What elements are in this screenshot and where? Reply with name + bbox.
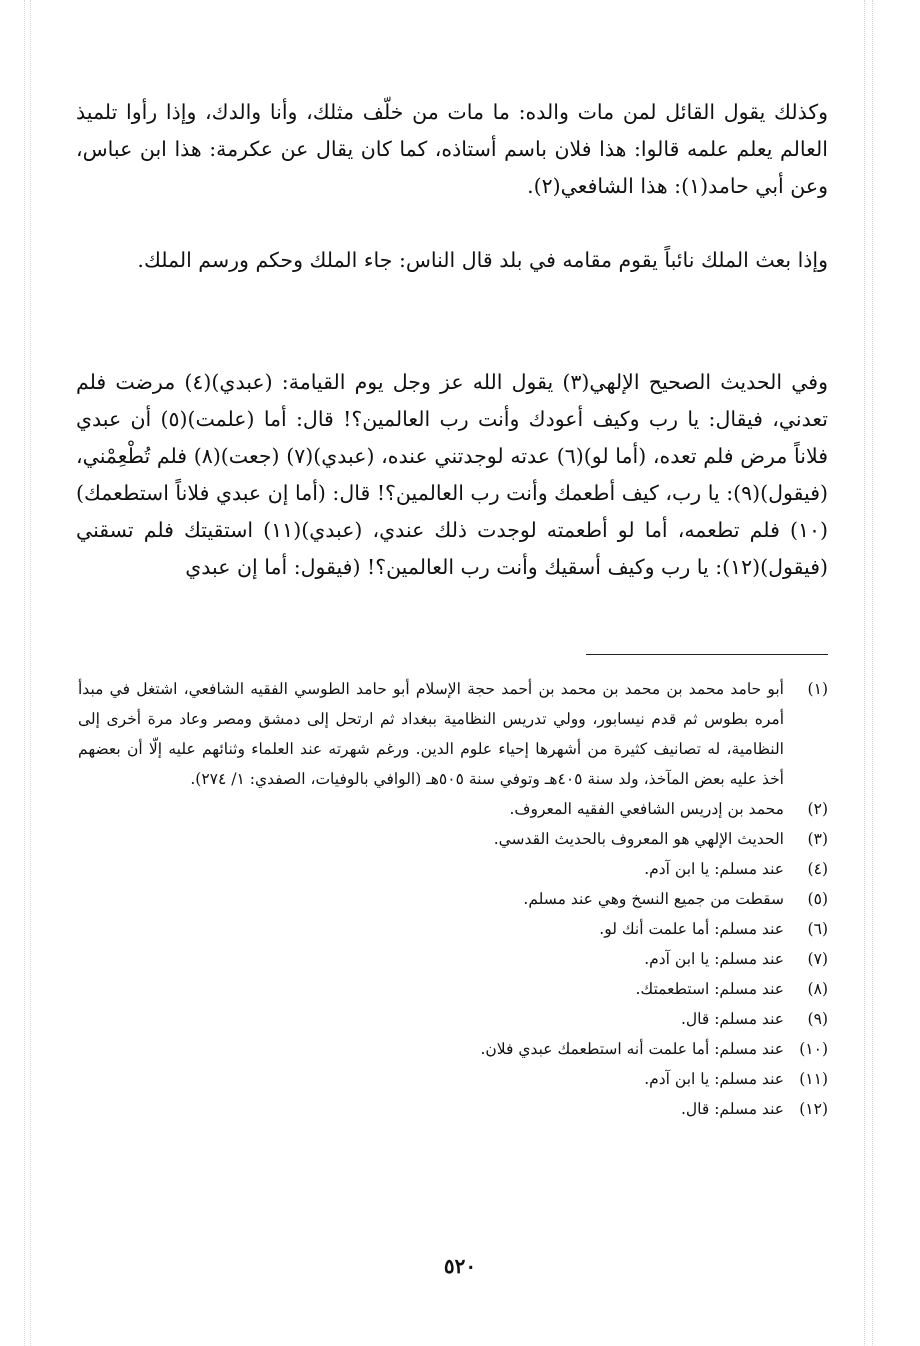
footnote bbox=[78, 884, 828, 914]
footnotes bbox=[78, 674, 828, 1124]
footnote-text: عند مسلم: يا ابن آدم. bbox=[644, 950, 784, 968]
footnote-text: سقطت من جميع النسخ وهي عند مسلم. bbox=[523, 890, 784, 908]
footnote-text: عند مسلم: يا ابن آدم. bbox=[644, 1070, 784, 1088]
footnote-text: عند مسلم: أما علمت أنه استطعمك عبدي فلان. bbox=[480, 1040, 784, 1058]
footnote bbox=[78, 914, 828, 944]
footnote-text: عند مسلم: قال. bbox=[680, 1010, 784, 1028]
footnote-text: أبو حامد محمد بن محمد بن محمد بن أحمد حجة الإسلام أبو حامد الطوسي الفقيه الشافعي، اشتغل في مبدأ أمره بطوس ثم قدم نيسابور، وولي تدريس النظامية ببغداد ثم ارتحل إلى دمشق ومصر وعاد مرة أخرى إلى النظامية، له تصانيف كثيرة من أشهرها إحياء علوم الدين. ورغم شهرته عند العلماء وثنائهم عليه إلّا أن بعضهم أخذ عليه بعض المآخذ، ولد سنة ٤٠٥هـ وتوفي سنة ٥٠٥هـ (الوافي بالوفيات، الصفدي: ١/ ٢٧٤). bbox=[78, 680, 784, 788]
footnote bbox=[78, 1004, 828, 1034]
scan-edge-left bbox=[24, 0, 25, 1346]
footnote-text: عند مسلم: قال. bbox=[680, 1100, 784, 1118]
page-number: ٥٢٠ bbox=[443, 1254, 477, 1278]
footnote-text: عند مسلم: يا ابن آدم. bbox=[644, 860, 784, 878]
footnote-number: (٢) bbox=[807, 800, 828, 818]
footnote bbox=[78, 1064, 828, 1094]
footnote-number: (١٢) bbox=[799, 1100, 828, 1118]
footnote-number: (٩) bbox=[807, 1010, 828, 1028]
footnote-number: (١١) bbox=[799, 1070, 828, 1088]
footnote bbox=[78, 1094, 828, 1124]
paragraph-2: وإذا بعث الملك نائباً يقوم مقامه في بلد قال الناس: جاء الملك وحكم ورسم الملك. bbox=[137, 248, 828, 272]
footnote-number: (٧) bbox=[807, 950, 828, 968]
footnote-separator bbox=[586, 654, 828, 655]
footnote bbox=[78, 944, 828, 974]
paragraph-3: وفي الحديث الصحيح الإلهي(٣) يقول الله عز وجل يوم القيامة: (عبدي)(٤) مرضت فلم تعدني، فيقال: يا رب وكيف أعودك وأنت رب العالمين؟! قال: أما (علمت)(٥) أن عبدي فلاناً مرض فلم تعده، (أما لو)(٦) عدته لوجدتني عنده، (عبدي)(٧) (جعت)(٨) فلم تُطْعِمْني، (فيقول)(٩): يا رب، كيف أطعمك وأنت رب العالمين؟! قال: (أما إن عبدي فلاناً استطعمك)(١٠) فلم تطعمه، أما لو أطعمته لوجدت ذلك عندي، (عبدي)(١١) استقيتك فلم تسقني (فيقول)(١٢): يا رب وكيف أسقيك وأنت رب العالمين؟! (فيقول: أما إن عبدي bbox=[76, 370, 828, 579]
footnote-text: محمد بن إدريس الشافعي الفقيه المعروف. bbox=[509, 800, 784, 818]
paragraph-1: وكذلك يقول القائل لمن مات والده: ما مات من خلّف مثلك، وأنا والدك، وإذا رأوا تلميذ العالم يعلم علمه قالوا: هذا فلان باسم أستاذه، كما كان يقال عن عكرمة: هذا ابن عباس، وعن أبي حامد(١): هذا الشافعي(٢). bbox=[76, 100, 828, 198]
footnote-number: (٤) bbox=[807, 860, 828, 878]
scan-edge-right bbox=[864, 0, 865, 1346]
footnote-number: (٥) bbox=[807, 890, 828, 908]
footnote bbox=[78, 1034, 828, 1064]
footnote bbox=[78, 674, 828, 794]
scan-edge-right-inner bbox=[872, 0, 873, 1346]
footnote-number: (٦) bbox=[807, 920, 828, 938]
footnote-number: (١) bbox=[807, 680, 828, 698]
footnote-text: الحديث الإلهي هو المعروف بالحديث القدسي. bbox=[493, 830, 784, 848]
footnote-number: (١٠) bbox=[799, 1040, 828, 1058]
footnote-number: (٨) bbox=[807, 980, 828, 998]
footnote bbox=[78, 824, 828, 854]
footnote-number: (٣) bbox=[807, 830, 828, 848]
footnote bbox=[78, 794, 828, 824]
footnote-text: عند مسلم: أما علمت أنك لو. bbox=[599, 920, 784, 938]
footnote-text: عند مسلم: استطعمتك. bbox=[635, 980, 784, 998]
footnote bbox=[78, 854, 828, 884]
scan-edge-left-inner bbox=[30, 0, 31, 1346]
footnote bbox=[78, 974, 828, 1004]
